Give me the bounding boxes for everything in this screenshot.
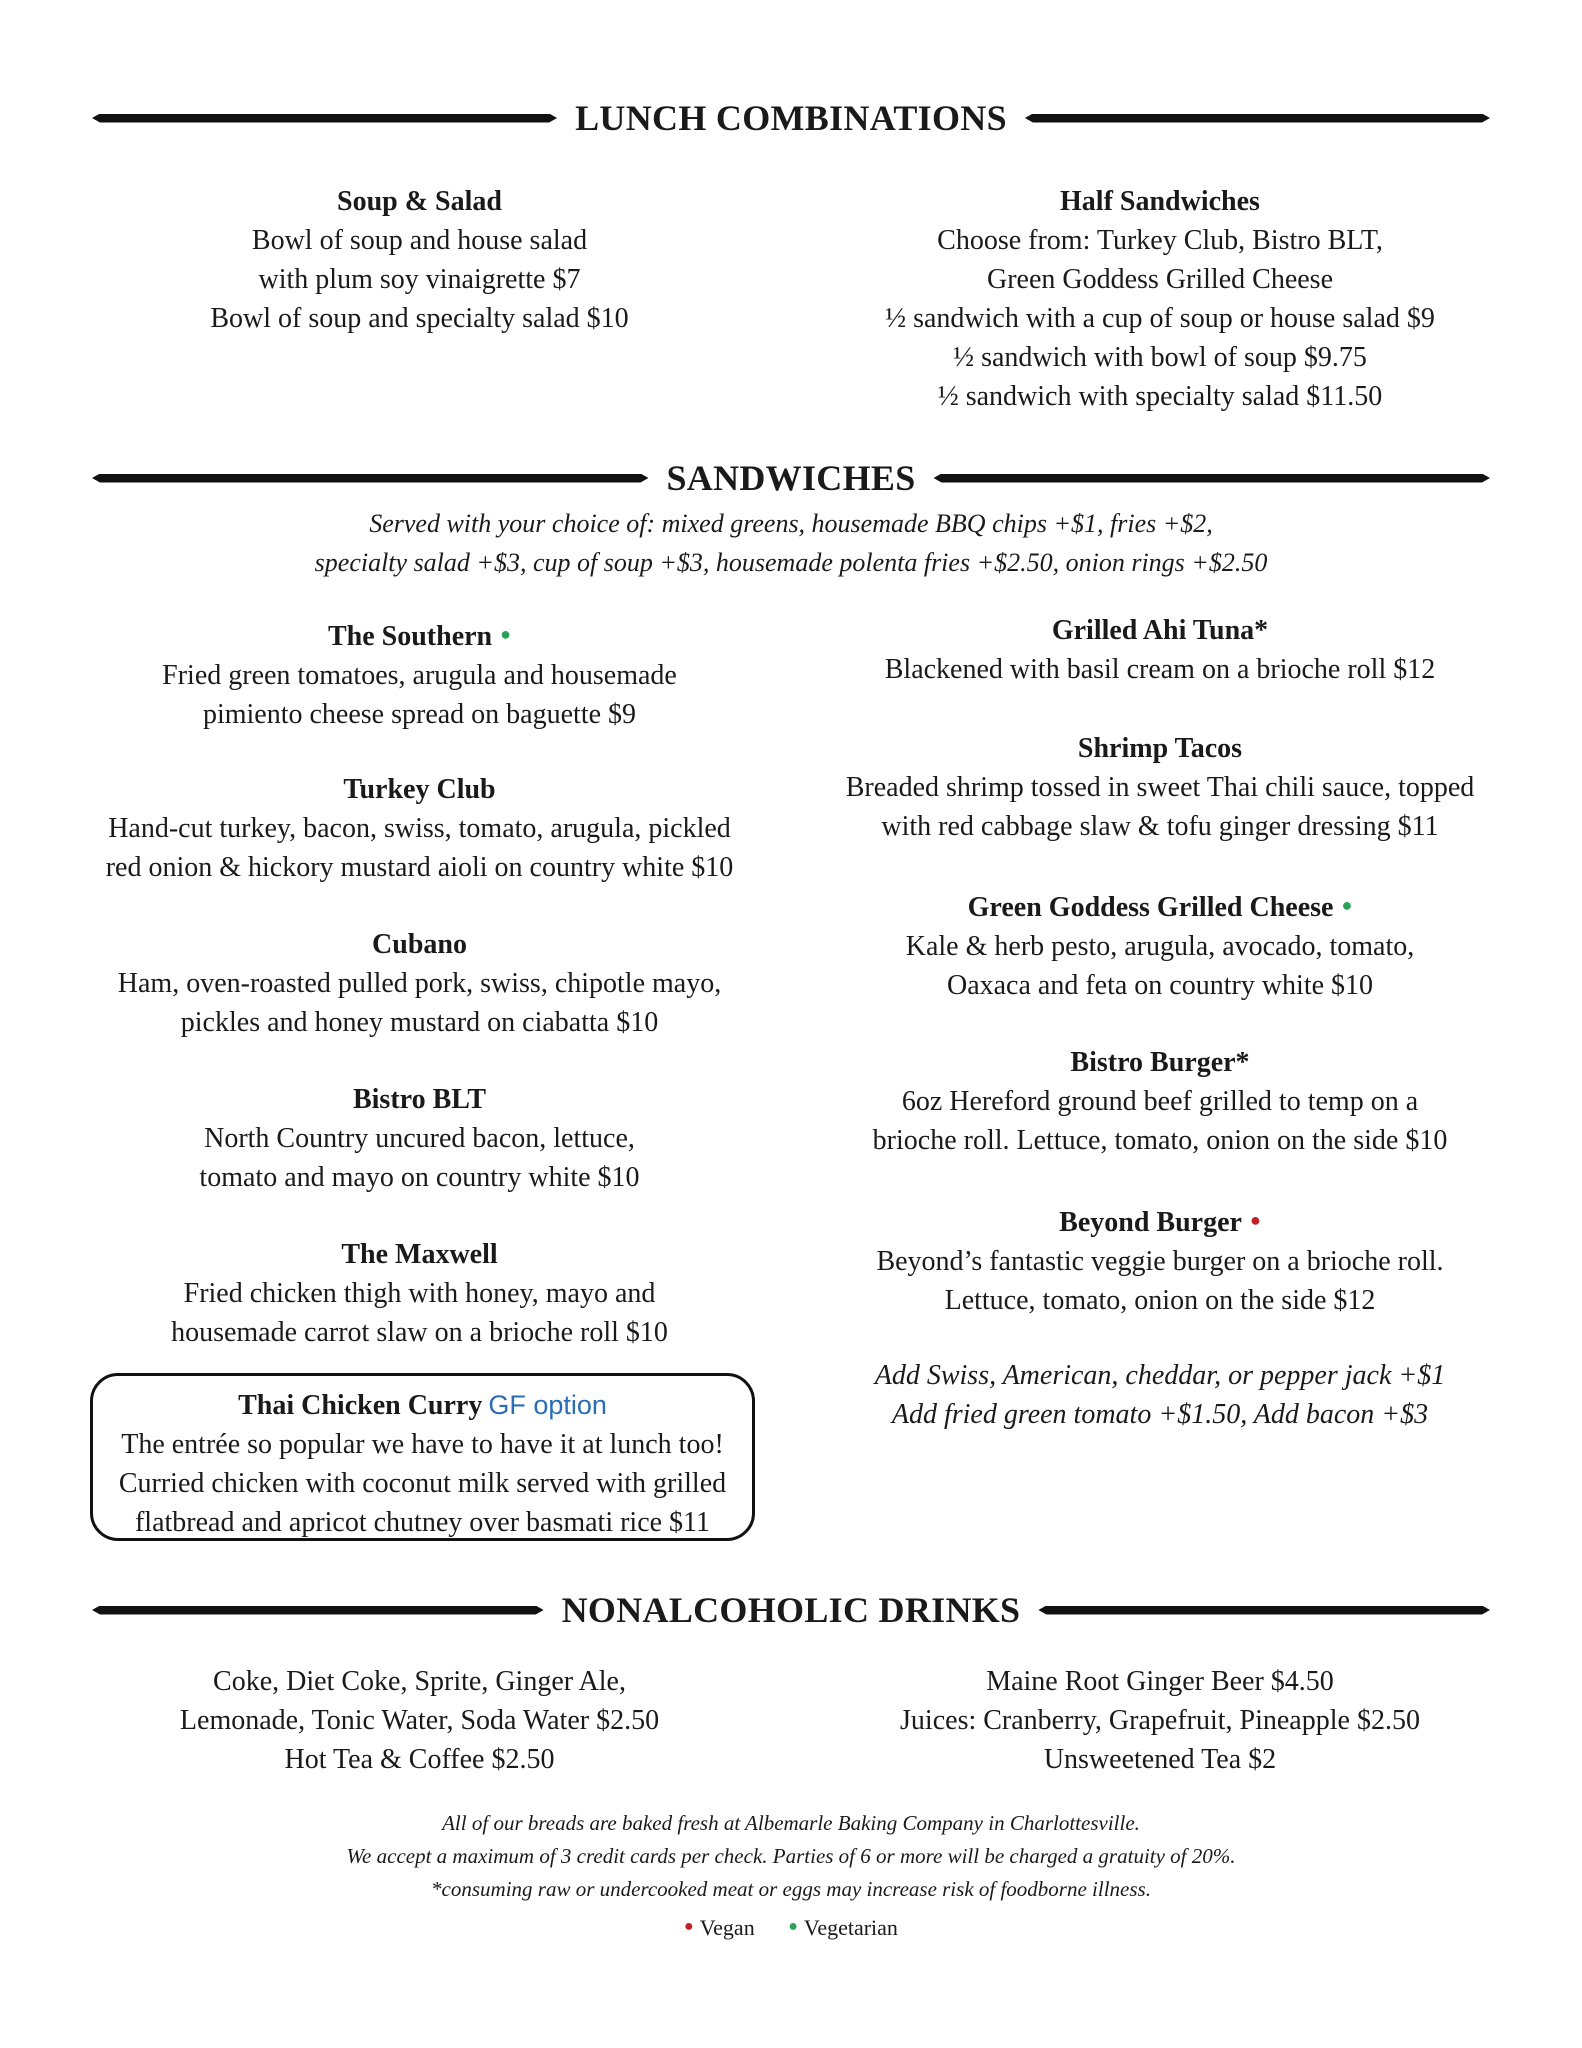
drinks-right-list [830,1662,1490,1779]
drink-line: Coke, Diet Coke, Sprite, Ginger Ale, [213,1666,626,1697]
addon-line: Add fried green tomato +$1.50, Add bacon +$3 [891,1399,1429,1430]
item-description-line: Kale & herb pesto, arugula, avocado, tomato, [905,931,1415,962]
drinks-left-list [92,1662,747,1779]
sides-note-line: Served with your choice of: mixed greens, housemade BBQ chips +$1, fries +$2, [369,509,1213,538]
item-name: Turkey Club [343,774,496,805]
legend-vegan [684,1915,755,1940]
legend-label: Vegetarian [803,1915,898,1940]
gf-option-badge: GF option [488,1390,607,1420]
legend-vegetarian [788,1915,898,1940]
header-rule-left [92,114,557,123]
item-description-line: Breaded shrimp tossed in sweet Thai chili sauce, topped [845,772,1475,803]
item-description-line: with red cabbage slaw & tofu ginger dressing $11 [881,811,1439,842]
item-description-line: ½ sandwich with specialty salad $11.50 [937,381,1383,412]
sandwich-item-shrimp-tacos [830,729,1490,846]
item-description-line: with plum soy vinaigrette $7 [258,264,581,295]
half-sandwiches-item [830,182,1490,416]
sandwich-item-southern [92,615,747,734]
item-description-line: ½ sandwich with a cup of soup or house salad $9 [885,303,1435,334]
sandwich-item-bistro-blt [92,1080,747,1197]
item-name: Thai Chicken Curry [238,1390,483,1421]
drinks-header [92,1590,1490,1630]
sides-note-line: specialty salad +$3, cup of soup +$3, housemade polenta fries +$2.50, onion rings +$2.50 [314,548,1268,577]
item-name: Soup & Salad [337,186,502,217]
section-title: LUNCH COMBINATIONS [575,98,1007,138]
item-description-line: Ham, oven-roasted pulled pork, swiss, chipotle mayo, [117,968,722,999]
footer-notes [92,1807,1490,1906]
vegetarian-dot-icon: ● [1341,895,1353,915]
item-description-line: ½ sandwich with bowl of soup $9.75 [953,342,1367,373]
item-name: The Maxwell [341,1239,498,1270]
section-title: SANDWICHES [666,458,916,498]
sandwich-item-bistro-burger [830,1043,1490,1160]
sandwich-item-beyond-burger [830,1201,1490,1320]
item-description-line: Curried chicken with coconut milk served with grilled [118,1468,727,1499]
item-description-line: Bowl of soup and house salad [251,225,588,256]
sandwich-item-maxwell [92,1235,747,1352]
header-rule-right [1038,1606,1490,1615]
item-name: Beyond Burger [1059,1207,1242,1238]
item-description-line: pimiento cheese spread on baguette $9 [202,699,637,730]
featured-item-thai-chicken-curry [90,1373,755,1541]
item-description-line: Oaxaca and feta on country white $10 [946,970,1374,1001]
item-name: Cubano [372,929,467,960]
drink-line: Juices: Cranberry, Grapefruit, Pineapple $2.50 [900,1705,1420,1736]
item-description-line: pickles and honey mustard on ciabatta $10 [180,1007,659,1038]
sides-note [92,504,1490,582]
footer-line: We accept a maximum of 3 credit cards per check. Parties of 6 or more will be charged a gratuity of 20%. [346,1844,1236,1868]
sandwich-item-green-goddess [830,886,1490,1005]
item-name: Bistro BLT [352,1084,487,1115]
item-description-line: Beyond’s fantastic veggie burger on a brioche roll. [876,1246,1444,1277]
item-description-line: Hand-cut turkey, bacon, swiss, tomato, arugula, pickled [108,813,731,844]
item-description-line: Choose from: Turkey Club, Bistro BLT, [937,225,1383,256]
item-description-line: 6oz Hereford ground beef grilled to temp on a [901,1086,1419,1117]
item-description-line: tomato and mayo on country white $10 [199,1162,640,1193]
footer-line: *consuming raw or undercooked meat or eggs may increase risk of foodborne illness. [431,1877,1151,1901]
item-description-line: The entrée so popular we have to have it at lunch too! [121,1429,724,1460]
sandwich-addons [830,1356,1490,1434]
sandwich-item-turkey-club [92,770,747,887]
header-rule-right [1025,114,1490,123]
vegan-dot-icon: ● [684,1918,694,1935]
drink-line: Hot Tea & Coffee $2.50 [284,1744,555,1775]
drink-line: Maine Root Ginger Beer $4.50 [986,1666,1334,1697]
item-description-line: Bowl of soup and specialty salad $10 [210,303,629,334]
sandwich-item-cubano [92,925,747,1042]
legend-label: Vegan [699,1915,755,1940]
item-description-line: Green Goddess Grilled Cheese [986,264,1333,295]
item-description-line: Fried chicken thigh with honey, mayo and [183,1278,656,1309]
header-rule-left [92,474,648,483]
item-name: Green Goddess Grilled Cheese [967,892,1334,923]
vegetarian-dot-icon: ● [788,1918,798,1935]
soup-salad-item [92,182,747,338]
item-description-line: brioche roll. Lettuce, tomato, onion on the side $10 [872,1125,1448,1156]
item-description-line: red onion & hickory mustard aioli on country white $10 [105,852,734,883]
item-description-line: Blackened with basil cream on a brioche roll $12 [884,654,1436,685]
sandwiches-header [92,458,1490,498]
footer-line: All of our breads are baked fresh at Albemarle Baking Company in Charlottesville. [442,1811,1140,1835]
sandwich-item-ahi-tuna [830,611,1490,689]
item-description-line: flatbread and apricot chutney over basmati rice $11 [134,1507,711,1538]
vegetarian-dot-icon: ● [500,624,512,644]
vegan-dot-icon: ● [1249,1210,1261,1230]
item-description-line: housemade carrot slaw on a brioche roll $10 [171,1317,668,1348]
item-name: Half Sandwiches [1060,186,1260,217]
header-rule-left [92,1606,544,1615]
drink-line: Lemonade, Tonic Water, Soda Water $2.50 [179,1705,660,1736]
item-name: The Southern [327,621,493,652]
item-description-line: Lettuce, tomato, onion on the side $12 [944,1285,1376,1316]
section-title: NONALCOHOLIC DRINKS [561,1590,1021,1630]
item-description-line: North Country uncured bacon, lettuce, [204,1123,635,1154]
header-rule-right [934,474,1490,483]
item-description-line: Fried green tomatoes, arugula and housemade [162,660,677,691]
item-name: Bistro Burger* [1070,1047,1250,1078]
item-name: Grilled Ahi Tuna* [1051,615,1269,646]
addon-line: Add Swiss, American, cheddar, or pepper jack +$1 [874,1360,1446,1391]
drink-line: Unsweetened Tea $2 [1043,1744,1277,1775]
item-name: Shrimp Tacos [1077,733,1243,764]
dietary-legend [92,1915,1490,1941]
lunch-combinations-header [92,98,1490,138]
